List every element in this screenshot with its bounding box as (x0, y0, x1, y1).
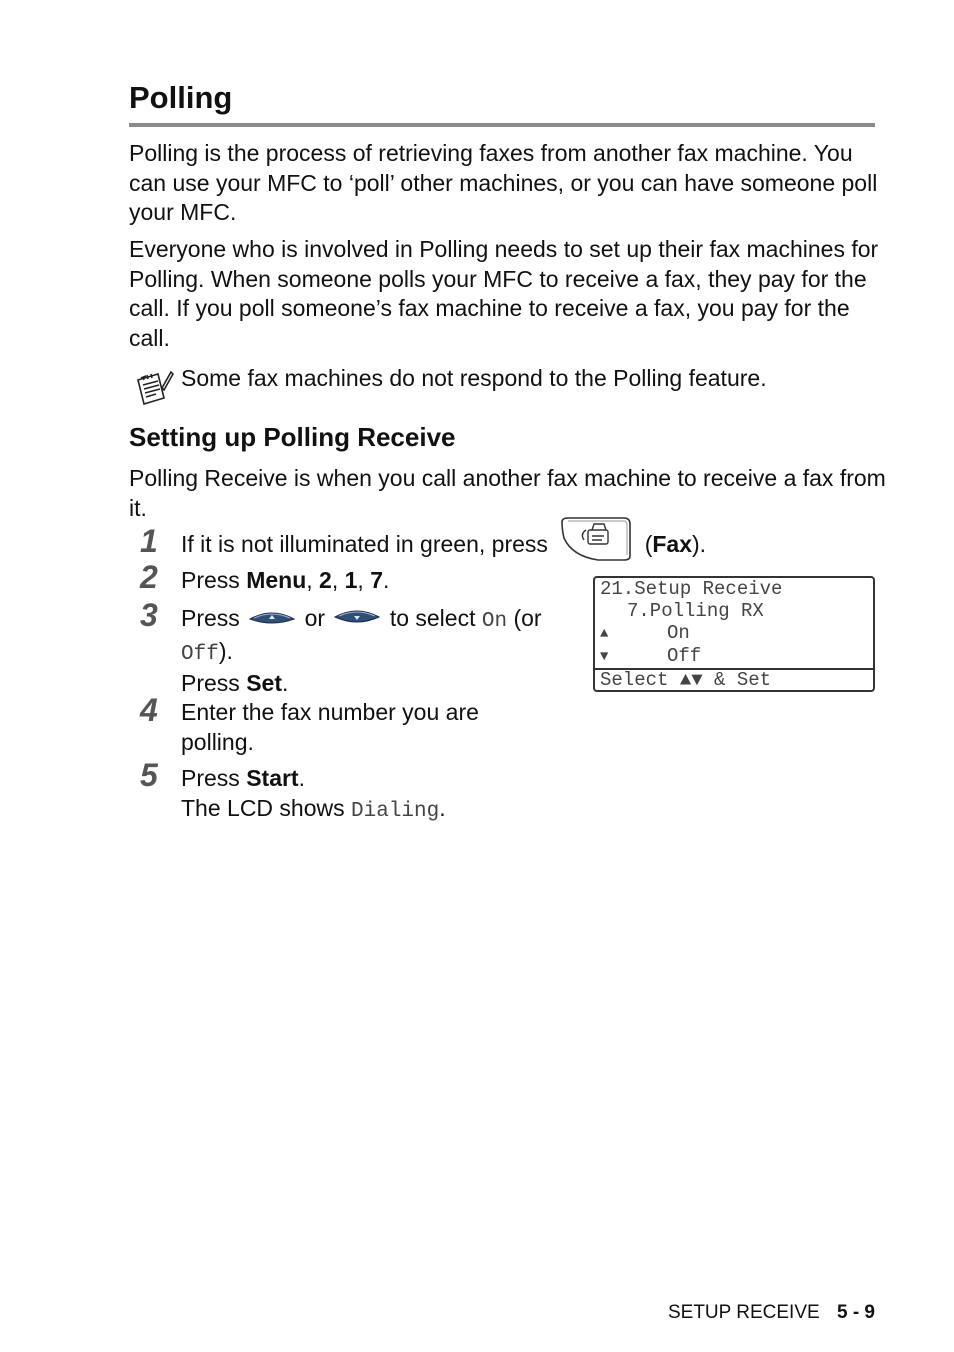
menu-key-label: Menu (246, 567, 307, 593)
key-1-label: 1 (344, 567, 358, 593)
step-1-pre: If it is not illuminated in green, press (181, 531, 548, 558)
title-divider (129, 123, 875, 127)
step-2-text (181, 566, 389, 596)
intro-paragraph-2: Everyone who is involved in Polling needs to set up their fax machines for Polling. When someone polls your MFC to receive a fax, they pay for the call. If you poll someone’s fax machine to receive a fax, you pay for the call. (129, 236, 879, 351)
page-footer (668, 1302, 875, 1324)
note-pencil-icon (134, 368, 174, 408)
lcd-up-arrow: ▲ (600, 626, 609, 642)
note-text: Some fax machines do not respond to the Polling feature. (181, 365, 767, 391)
lcd-option-off: Off (667, 645, 702, 667)
step-3-pre: Press (181, 605, 240, 631)
start-key-label: Start (246, 765, 299, 791)
step-3-paren-close: ). (218, 637, 233, 664)
step-2-end: . (382, 567, 390, 593)
set-key-label: Set (246, 670, 282, 696)
fax-close-paren: ). (692, 531, 707, 558)
down-arrow-button-icon (333, 609, 381, 627)
step-number: 1 (140, 523, 158, 559)
step-5-line2-pre: The LCD shows (181, 794, 352, 821)
step-3-line2-end: . (281, 670, 289, 696)
key-2-label: 2 (319, 567, 332, 593)
lcd-down-arrow: ▼ (600, 649, 609, 665)
step-number: 3 (140, 597, 158, 633)
separator: , (357, 567, 371, 593)
footer-section: SETUP RECEIVE (667, 1302, 820, 1323)
key-7-label: 7 (370, 567, 383, 593)
step-3-paren-open: (or (513, 605, 542, 631)
step-3-mid: to select (389, 605, 476, 631)
lcd-line-menu: 21.Setup Receive (600, 578, 783, 600)
step-5-text (181, 764, 446, 826)
page-title: Polling (129, 80, 233, 115)
option-off: Off (181, 642, 219, 666)
separator: , (306, 567, 320, 593)
step-3-line2-pre: Press (181, 670, 247, 696)
option-on: On (481, 610, 508, 633)
footer-page-number: 5 - 9 (836, 1302, 875, 1323)
step-5-pre: Press (181, 765, 247, 791)
step-number: 4 (140, 692, 158, 728)
section-intro: Polling Receive is when you call another fax machine to receive a fax from it. (129, 465, 886, 521)
lcd-line-instruction: Select ▲▼ & Set (600, 669, 772, 691)
up-arrow-button-icon (248, 609, 296, 627)
fax-button-icon (558, 516, 634, 562)
step-2-pre: Press (181, 567, 247, 593)
step-4-text: Enter the fax number you are polling. (181, 699, 479, 755)
intro-paragraph-1: Polling is the process of retrieving faxes from another fax machine. You can use your MFC to ‘poll’ other machines, or you can have someone poll your MFC. (129, 140, 878, 225)
fax-open-paren: ( (644, 531, 653, 558)
lcd-option-on: On (667, 622, 690, 644)
separator: , (331, 567, 345, 593)
step-number: 5 (140, 757, 158, 793)
lcd-line-submenu: 7.Polling RX (627, 600, 764, 622)
step-1-text (181, 530, 881, 562)
lcd-dialing-value: Dialing (351, 799, 440, 823)
step-number: 2 (140, 559, 158, 595)
step-5-line2-end: . (439, 794, 446, 821)
fax-key-label: Fax (652, 531, 692, 558)
lcd-display (593, 576, 875, 692)
section-title: Setting up Polling Receive (129, 422, 456, 452)
or-word: or (304, 605, 326, 631)
step-5-end: . (298, 765, 305, 791)
step-3-text (181, 604, 581, 699)
